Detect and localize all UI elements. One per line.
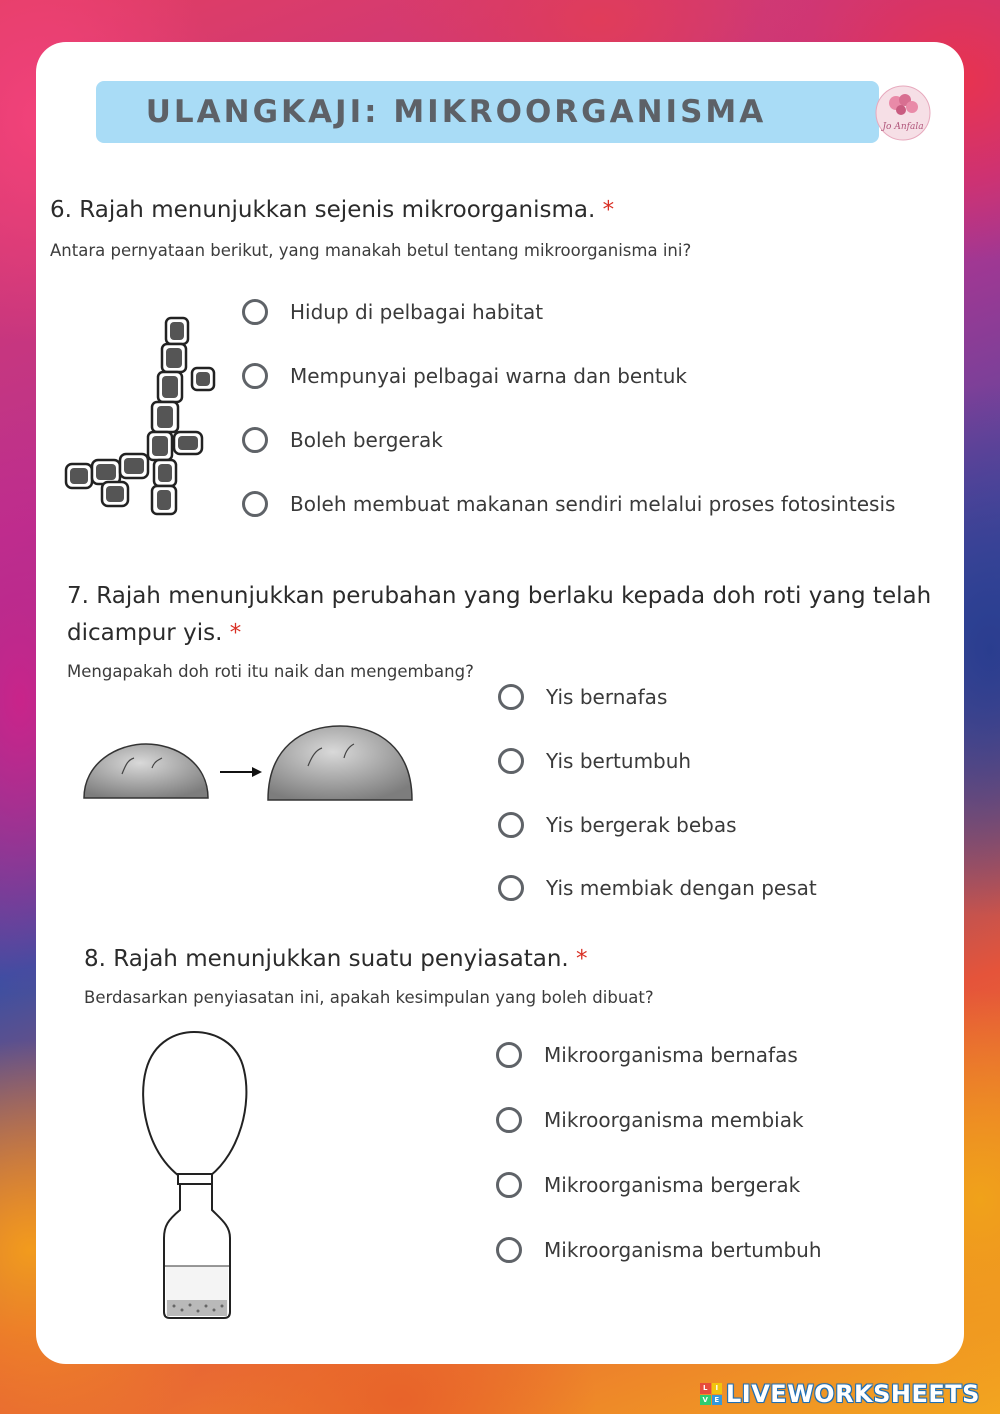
question-6-title bbox=[50, 192, 614, 229]
q6-option-2[interactable] bbox=[242, 358, 687, 394]
radio-button[interactable] bbox=[496, 1107, 522, 1133]
title-banner bbox=[96, 81, 924, 143]
balloon-bottle-figure bbox=[134, 1030, 264, 1322]
logo-signature: Jo Anfala bbox=[882, 122, 924, 132]
option-label: Mikroorganisma bernafas bbox=[544, 1043, 798, 1067]
question-8-description: Berdasarkan penyiasatan ini, apakah kesimpulan yang boleh dibuat? bbox=[84, 988, 654, 1007]
q6-option-3[interactable] bbox=[242, 422, 443, 458]
option-label: Mikroorganisma bergerak bbox=[544, 1173, 801, 1197]
option-label: Mempunyai pelbagai warna dan bentuk bbox=[290, 364, 688, 388]
radio-button[interactable] bbox=[496, 1237, 522, 1263]
q8-option-2[interactable] bbox=[496, 1102, 804, 1138]
question-6-text: 6. Rajah menunjukkan sejenis mikroorganisma. bbox=[50, 197, 596, 223]
logo-letter: V bbox=[700, 1395, 711, 1406]
radio-button[interactable] bbox=[498, 875, 524, 901]
q6-option-1[interactable] bbox=[242, 294, 543, 330]
option-label: Boleh membuat makanan sendiri melalui proses fotosintesis bbox=[290, 492, 896, 516]
q7-option-4[interactable] bbox=[498, 870, 817, 906]
q7-option-2[interactable] bbox=[498, 743, 691, 779]
radio-button[interactable] bbox=[496, 1172, 522, 1198]
question-7-description: Mengapakah doh roti itu naik dan mengembang? bbox=[67, 662, 474, 681]
required-mark: * bbox=[576, 946, 588, 972]
algae-filament-figure bbox=[62, 314, 222, 519]
radio-button[interactable] bbox=[242, 491, 268, 517]
radio-button[interactable] bbox=[496, 1042, 522, 1068]
logo-letter: E bbox=[712, 1395, 723, 1406]
bread-dough-figure bbox=[82, 718, 422, 818]
radio-button[interactable] bbox=[498, 684, 524, 710]
question-8-text: 8. Rajah menunjukkan suatu penyiasatan. bbox=[84, 946, 569, 972]
liveworksheets-logo-icon bbox=[700, 1383, 722, 1405]
q8-option-3[interactable] bbox=[496, 1167, 800, 1203]
option-label: Yis bergerak bebas bbox=[546, 813, 737, 837]
radio-button[interactable] bbox=[498, 812, 524, 838]
q8-option-1[interactable] bbox=[496, 1037, 798, 1073]
option-label: Mikroorganisma bertumbuh bbox=[544, 1238, 822, 1262]
q6-option-4[interactable] bbox=[242, 486, 895, 522]
logo-letter: I bbox=[712, 1383, 723, 1394]
option-label: Hidup di pelbagai habitat bbox=[290, 300, 544, 324]
question-6-description: Antara pernyataan berikut, yang manakah betul tentang mikroorganisma ini? bbox=[50, 241, 692, 260]
required-mark: * bbox=[229, 620, 242, 646]
option-label: Yis membiak dengan pesat bbox=[546, 876, 817, 900]
radio-button[interactable] bbox=[242, 299, 268, 325]
liveworksheets-watermark bbox=[700, 1378, 980, 1410]
option-label: Boleh bergerak bbox=[290, 428, 443, 452]
question-7-title bbox=[67, 578, 947, 652]
q8-option-4[interactable] bbox=[496, 1232, 822, 1268]
q7-option-3[interactable] bbox=[498, 807, 737, 843]
required-mark: * bbox=[602, 197, 615, 223]
logo-letter: L bbox=[700, 1383, 711, 1394]
option-label: Yis bernafas bbox=[546, 685, 668, 709]
radio-button[interactable] bbox=[242, 363, 268, 389]
worksheet-card bbox=[36, 42, 964, 1364]
question-7-text-line2: dicampur yis. bbox=[67, 620, 223, 646]
liveworksheets-text: LIVEWORKSHEETS bbox=[726, 1380, 980, 1408]
author-logo bbox=[871, 83, 935, 143]
option-label: Yis bertumbuh bbox=[546, 749, 692, 773]
q7-option-1[interactable] bbox=[498, 679, 667, 715]
radio-button[interactable] bbox=[498, 748, 524, 774]
radio-button[interactable] bbox=[242, 427, 268, 453]
option-label: Mikroorganisma membiak bbox=[544, 1108, 804, 1132]
question-8-title bbox=[84, 941, 588, 978]
worksheet-title: ULANGKAJI: MIKROORGANISMA bbox=[145, 94, 767, 130]
question-7-text-line1: 7. Rajah menunjukkan perubahan yang berlaku kepada doh roti yang telah bbox=[67, 583, 932, 609]
